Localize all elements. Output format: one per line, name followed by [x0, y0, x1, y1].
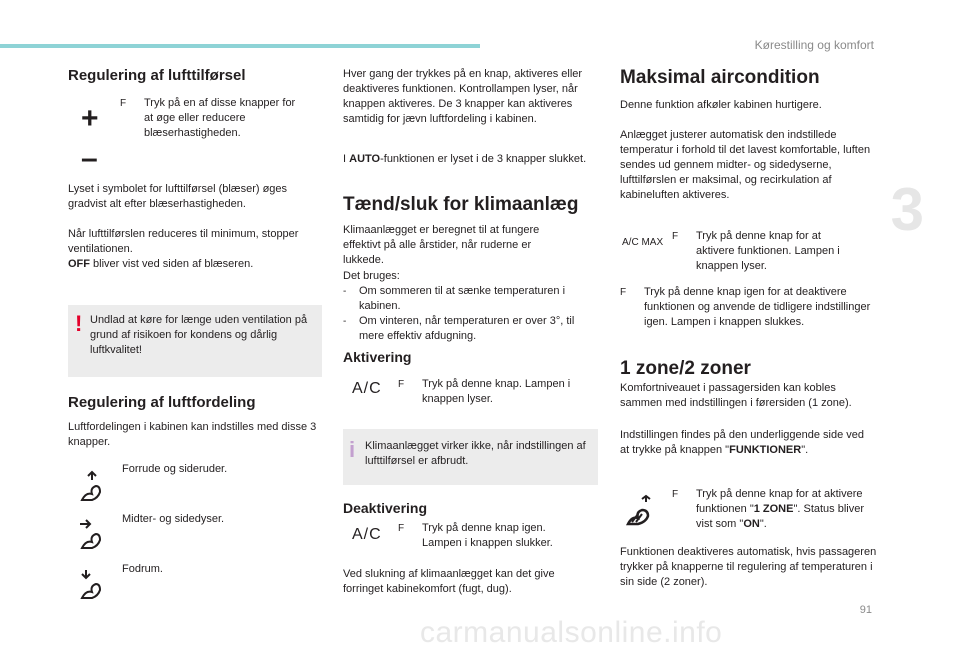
p-indstilling: Indstillingen findes på den underliggende side ved at trykke på knappen "FUNKTIONER". [620, 429, 865, 456]
p-off: OFF bliver vist ved siden af blæseren. [68, 258, 254, 270]
heading-aktivering: Aktivering [343, 349, 412, 365]
p-naar: Når lufttilførslen reduceres til minimum, stopper ventilationen. [68, 228, 299, 255]
dash-sommer: - Om sommeren til at sænke temperaturen i kabinen. [343, 285, 566, 312]
p-ved: Ved slukning af klimaanlægget kan det give forringet kabinekomfort (fugt, dug). [343, 568, 555, 595]
heading-deaktivering: Deaktivering [343, 500, 428, 516]
heading-lufttilfoersel: Regulering af lufttilførsel [68, 67, 246, 84]
p-funktionen: Funktionen deaktiveres automatisk, hvis passageren trykker på knapperne til regulering af temperaturen i sin side (2 zoner). [620, 546, 877, 588]
plus-icon: + [81, 102, 99, 135]
p-auto: I AUTO-funktionen er lyset i de 3 knapper slukket. [343, 153, 587, 165]
bullet-luft: F Tryk på en af disse knapper for at øge eller reducere blæserhastigheden. [120, 97, 296, 139]
chapter-title: Kørestilling og komfort [754, 38, 874, 52]
bullet-deaktivering: F Tryk på denne knap igen. Lampen i knappen slukker. [398, 522, 553, 549]
watermark: carmanualsonline.info [420, 616, 723, 649]
option-fodrum: Fodrum. [122, 563, 163, 575]
heading-luftfordeling: Regulering af luftfordeling [68, 394, 256, 411]
p-det: Det bruges: [343, 270, 400, 282]
info-box [343, 429, 598, 485]
bullet-aktivering: F Tryk på denne knap. Lampen i knappen lyser. [398, 378, 571, 405]
info-icon: i [349, 437, 356, 462]
option-forrude: Forrude og sideruder. [122, 463, 228, 475]
bullet-icon: F [120, 98, 127, 109]
ac-button-icon: A/C [352, 380, 382, 397]
minus-icon: – [81, 142, 98, 175]
info-text: Klimaanlægget virker ikke, når indstillingen af lufttilførsel er afbrudt. [365, 440, 586, 467]
warning-text: Undlad at køre for længe uden ventilation på grund af risikoen for kondens og dårlig luftkvalitet! [90, 314, 308, 356]
option-midter: Midter- og sidedyser. [122, 513, 225, 525]
chapter-number: 3 [890, 176, 924, 243]
windscreen-airflow-icon [78, 470, 106, 504]
dash-vinter: - Om vinteren, når temperaturen er over 3°, til mere effektiv afdugning. [343, 315, 575, 342]
heading-taend-sluk: Tænd/sluk for klimaanlæg [343, 194, 579, 215]
p-komfort: Komfortniveauet i passagersiden kan kobles sammen med indstillingen i førersiden (1 zone). [620, 382, 852, 409]
heading-zone: 1 zone/2 zoner [620, 358, 751, 379]
zone-seat-icon [624, 494, 658, 528]
foot-airflow-icon [78, 568, 106, 602]
face-airflow-icon [78, 518, 106, 552]
warning-box [68, 305, 322, 377]
p-lyset: Lyset i symbolet for lufttilførsel (blæser) øges gradvist alt efter blæserhastigheden. [68, 183, 288, 210]
bullet-acmax: F Tryk på denne knap for at aktivere funktionen. Lampen i knappen lyser. [672, 230, 840, 272]
heading-maksimal: Maksimal aircondition [620, 67, 820, 88]
page-number: 91 [859, 604, 872, 616]
acmax-button-icon: A/C MAX [622, 237, 664, 248]
bullet-zone: F Tryk på denne knap for at aktivere funktionen "1 ZONE". Status bliver vist som "ON". [672, 488, 865, 530]
p-hver: Hver gang der trykkes på en knap, aktiveres eller deaktiveres funktionen. Kontrollampen lyser, når knappen aktiveres. De 3 knapper kan aktiveres samtidig for jævn luftfordeling i kabinen. [343, 68, 583, 125]
warning-icon: ! [75, 311, 83, 336]
p-klima: Klimaanlægget er beregnet til at fungere effektivt på alle årstider, når ruderne er lukkede. [343, 224, 540, 266]
header-accent-bar [0, 44, 480, 48]
ac-button-icon-2: A/C [352, 526, 382, 543]
p-fordeling: Luftfordelingen i kabinen kan indstilles med disse 3 knapper. [68, 421, 317, 448]
bullet-igen: F Tryk på denne knap igen for at deaktivere funktionen og anvende de tidligere indstillinger igen. Lampen i knappen slukkes. [620, 286, 871, 328]
p-denne: Denne funktion afkøler kabinen hurtigere. [620, 99, 822, 111]
p-anlaegget: Anlægget justerer automatisk den indstillede temperatur i forhold til det lavest komfortable, luften sendes ud gennem midter- og sidedyserne, lufttilførslen er maksimal, og recirkulation af kabineluften aktiveres. [620, 129, 871, 201]
